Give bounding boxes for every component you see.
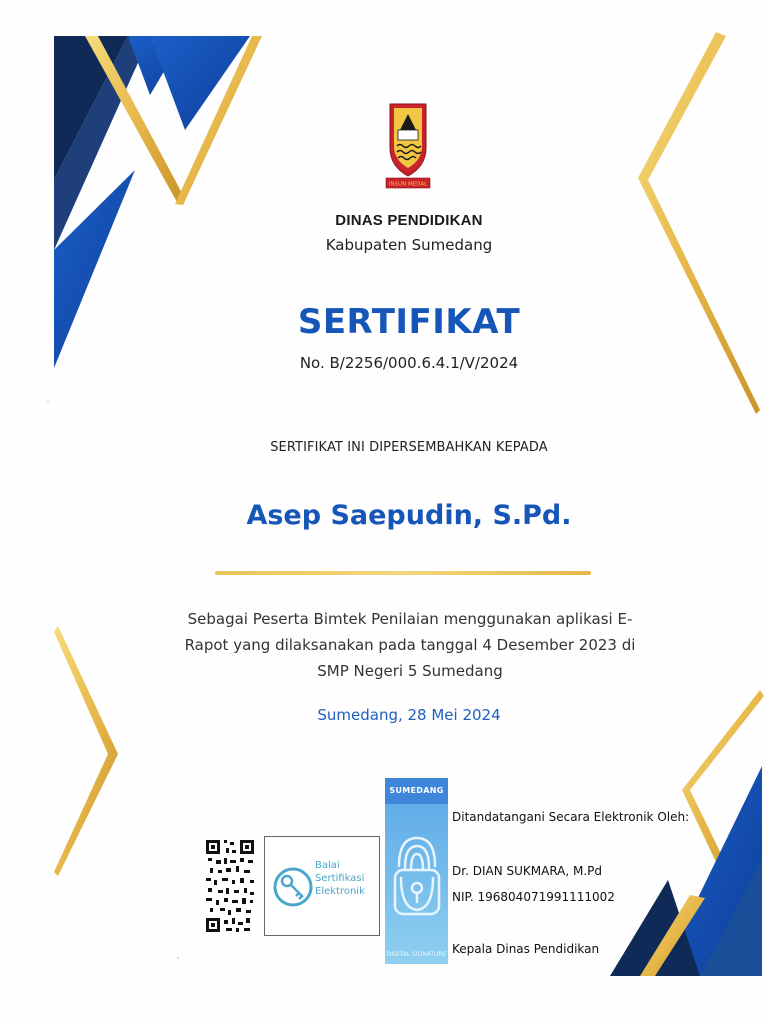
sumedang-regency-emblem-icon <box>384 100 432 192</box>
recipient-name: Asep Saepudin, S.Pd. <box>246 500 572 531</box>
svg-text:INSUN MEDAL: INSUN MEDAL <box>388 181 428 188</box>
fingerprint-lock-icon <box>391 826 443 926</box>
badge-footer: DIGITAL SIGNATURE <box>386 951 447 958</box>
key-certificate-icon <box>273 857 313 917</box>
qr-code-icon <box>204 836 256 936</box>
gold-divider <box>215 571 591 575</box>
bottom-left-chevron <box>54 626 118 876</box>
certificate-number: No. B/2256/000.6.4.1/V/2024 <box>299 354 519 372</box>
presented-to-label: SERTIFIKAT INI DIPERSEMBAHKAN KEPADA <box>270 440 548 455</box>
certificate-title: SERTIFIKAT <box>297 302 521 342</box>
bsre-text: Balai Sertifikasi Elektronik <box>315 860 365 897</box>
place-date: Sumedang, 28 Mei 2024 <box>317 706 501 724</box>
institution-region: Kabupaten Sumedang <box>325 236 493 254</box>
signer-nip: NIP. 196804071991111002 <box>452 890 615 904</box>
signer-position: Kepala Dinas Pendidikan <box>452 942 600 956</box>
institution-name: DINAS PENDIDIKAN <box>335 212 483 229</box>
bsre-logo <box>264 836 380 936</box>
certificate-description: Sebagai Peserta Bimtek Penilaian menggunakan aplikasi E-Rapot yang dilaksanakan pada tanggal 4 Desember 2023 di SMP Negeri 5 Sumedang <box>184 610 636 680</box>
digital-signature-badge <box>385 778 448 964</box>
signer-name: Dr. DIAN SUKMARA, M.Pd <box>452 864 603 878</box>
badge-header: SUMEDANG <box>385 778 448 804</box>
signed-by-label: Ditandatangani Secara Elektronik Oleh: <box>452 810 690 824</box>
bottom-right-ornament <box>610 680 764 976</box>
